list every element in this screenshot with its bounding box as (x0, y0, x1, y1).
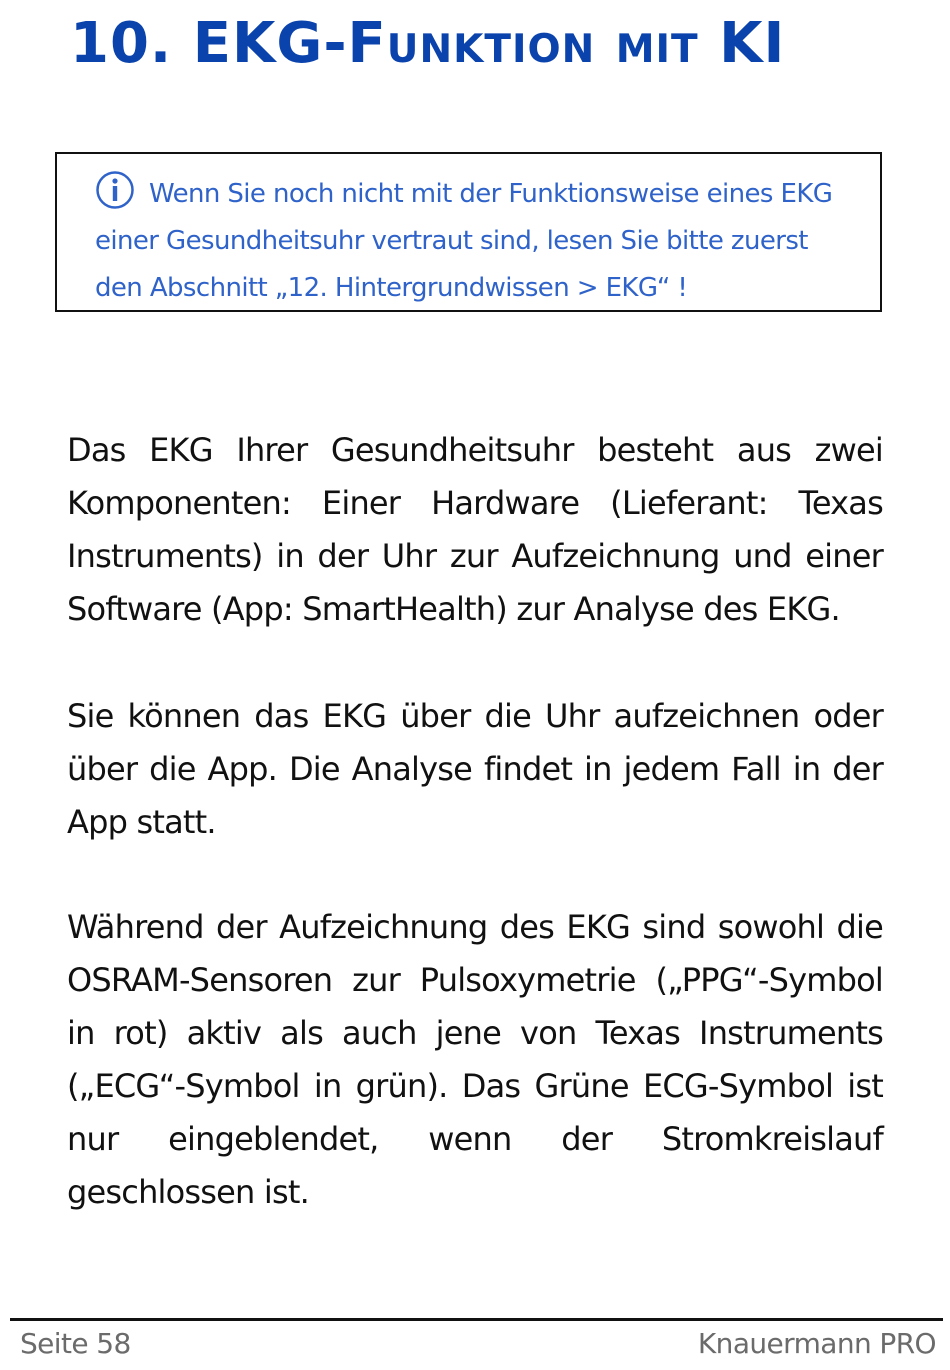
page-number: Seite 58 (20, 1327, 131, 1360)
paragraph-components: Das EKG Ihrer Gesundheitsuhr besteht aus zwei Komponenten: Einer Hardware (Lieferant: Texas Instruments) in der Uhr zur Aufzeichnung und einer Software (App: SmartHealth) zur Analyse des EKG. (67, 431, 883, 628)
paragraph-recording: Sie können das EKG über die Uhr aufzeichnen oder über die App. Die Analyse findet in jedem Fall in der App statt. (67, 697, 883, 841)
footer-divider (10, 1318, 943, 1321)
paragraph-sensors: Während der Aufzeichnung des EKG sind sowohl die OSRAM-Sensoren zur Pulsoxymetrie („PPG“-Symbol in rot) aktiv als auch jene von Texas Instruments („ECG“-Symbol in grün). Das Grüne ECG-Symbol ist nur eingeblendet, wenn der Stromkreislauf geschlossen ist. (67, 908, 883, 1211)
info-callout (55, 152, 882, 312)
brand-name: Knauermann PRO (697, 1327, 936, 1360)
info-callout-text: Wenn Sie noch nicht mit der Funktionsweise eines EKG einer Gesundheitsuhr vertraut sind, lesen Sie bitte zuerst den Abschnitt „12. Hintergrundwissen > EKG“ ! (95, 179, 833, 303)
info-icon (95, 170, 135, 210)
page-title: 10. EKG-Funktion mit KI (70, 11, 786, 76)
